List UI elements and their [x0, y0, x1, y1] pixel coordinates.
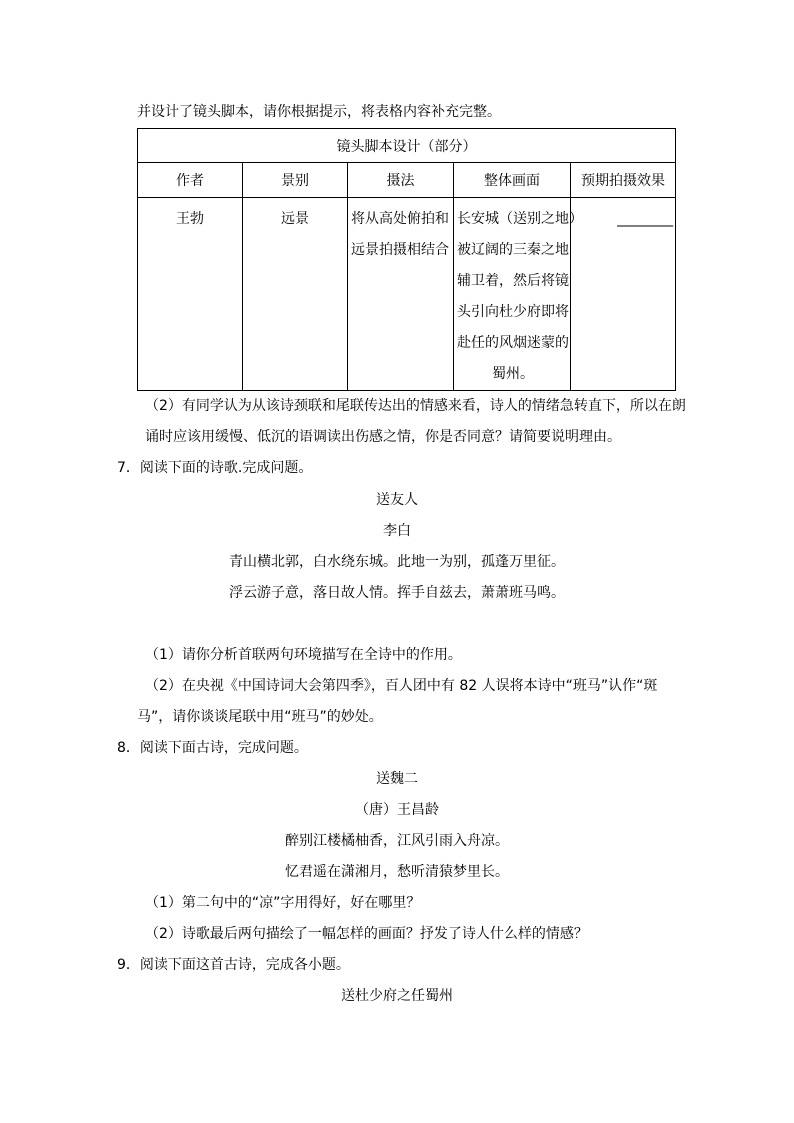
q9-poem-title: 送杜少府之任蜀州	[341, 988, 453, 1004]
q6-2-line2: 诵时应该用缓慢、低沉的语调读出伤感之情，你是否同意？请简要说明理由。	[145, 429, 621, 445]
q7-sub2-line1: （2）在央视《中国诗词大会第四季》，百人团中有 82 人误将本诗中“班马”认作“斑	[145, 678, 658, 694]
cell-author: 王勃	[138, 198, 243, 391]
q7-poem-title: 送友人	[376, 492, 418, 508]
header-overall-scene: 整体画面	[454, 163, 571, 198]
header-shot-size: 景别	[243, 163, 348, 198]
scene-line: 辅卫着，然后将镜	[457, 273, 569, 289]
scene-line: 蜀州。	[492, 366, 534, 382]
q8-poem-line1: 醉别江楼橘柚香，江风引雨入舟凉。	[285, 833, 509, 849]
intro-text: 并设计了镜头脚本，请你根据提示，将表格内容补充完整。	[137, 104, 501, 120]
q7-poem-line1: 青山横北郭，白水绕东城。此地一为别，孤蓬万里征。	[229, 554, 565, 570]
cell-expected-effect[interactable]	[571, 198, 676, 391]
q8-sub1: （1）第二句中的“凉”字用得好，好在哪里？	[145, 895, 421, 911]
shot-script-table	[137, 128, 676, 391]
cell-overall-scene	[454, 198, 583, 391]
cell-shot-size: 远景	[243, 198, 348, 391]
header-shooting-method: 摄法	[348, 163, 454, 198]
answer-blank[interactable]: ________	[617, 211, 674, 227]
method-line: 将从高处俯拍和	[351, 211, 449, 227]
q7-poem-author: 李白	[383, 523, 411, 539]
q8-poem-title: 送魏二	[376, 771, 418, 787]
cell-shooting-method	[348, 198, 454, 391]
q7-sub1: （1）请你分析首联两句环境描写在全诗中的作用。	[145, 647, 462, 663]
scene-line: 被辽阔的三秦之地	[457, 242, 569, 258]
q7-poem-line2: 浮云游子意，落日故人情。挥手自兹去，萧萧班马鸣。	[229, 585, 565, 601]
q9-stem: 9．阅读下面这首古诗，完成各小题。	[117, 957, 350, 973]
q8-sub2: （2）诗歌最后两句描绘了一幅怎样的画面？抒发了诗人什么样的情感？	[145, 926, 588, 942]
method-line: 远景拍摄相结合	[351, 242, 449, 258]
table-title: 镜头脚本设计（部分）	[138, 129, 676, 163]
header-author: 作者	[138, 163, 243, 198]
q8-poem-line2: 忆君遥在潇湘月，愁听清猿梦里长。	[285, 864, 509, 880]
q8-stem: 8．阅读下面古诗，完成问题。	[117, 740, 308, 756]
q8-poem-author: （唐）王昌龄	[355, 802, 439, 818]
q7-stem: 7．阅读下面的诗歌.完成问题。	[117, 460, 313, 476]
header-expected-effect: 预期拍摄效果	[571, 163, 676, 198]
scene-line: 赴任的风烟迷蒙的	[457, 335, 569, 351]
q7-sub2-line2: 马”，请你谈谈尾联中用“班马”的妙处。	[137, 709, 383, 725]
scene-line: 长安城（送别之地）	[457, 211, 583, 227]
scene-line: 头引向杜少府即将	[457, 304, 569, 320]
q6-2-line1: （2）有同学认为从该诗颈联和尾联传达出的情感来看，诗人的情绪急转直下，所以在朗	[145, 398, 686, 414]
